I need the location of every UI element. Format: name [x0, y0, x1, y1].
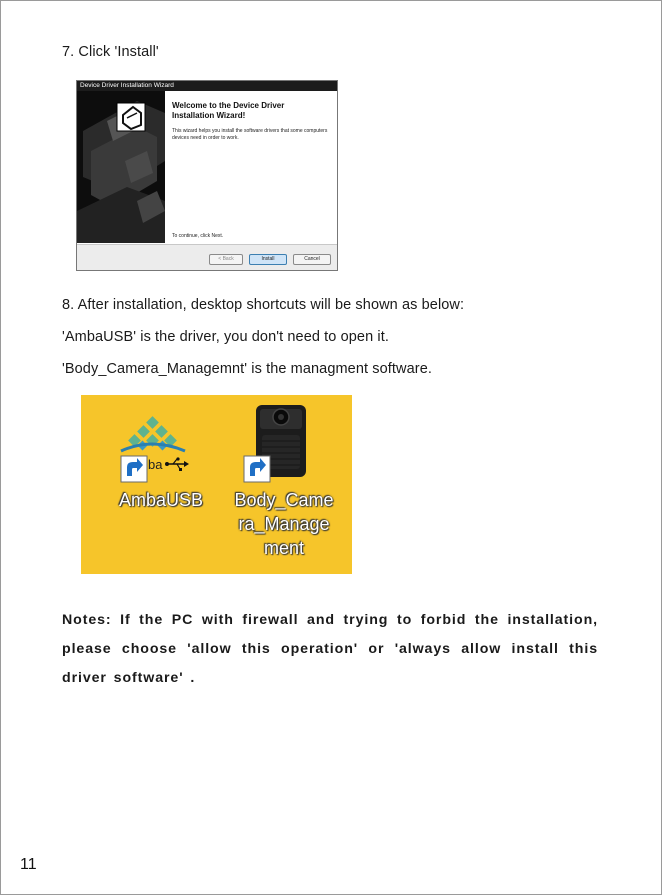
step-8-text: 8. After installation, desktop shortcuts will be shown as below: [62, 297, 465, 313]
page-number: 11 [20, 856, 37, 873]
body-camera-description: 'Body_Camera_Managemnt' is the managment software. [62, 361, 432, 377]
notes-paragraph: Notes: If the PC with firewall and trying to forbid the installation, please choose 'allow this operation' or 'always allow install this driver software' . [62, 612, 598, 686]
desktop-shortcuts [81, 395, 352, 574]
ambausb-description: 'AmbaUSB' is the driver, you don't need to open it. [62, 329, 389, 345]
ambausb-shortcut[interactable] [81, 395, 226, 574]
body-camera-shortcut[interactable] [226, 395, 352, 574]
wizard-title-bar: Device Driver Installation Wizard [77, 81, 337, 91]
wizard-description: This wizard helps you install the software drivers that some computers devices need in order to work. [172, 128, 328, 141]
body-camera-label-1: Body_Came [234, 490, 334, 510]
wizard-graphic [77, 91, 165, 243]
amba-logo-text: ba [148, 457, 163, 472]
wizard-side-graphic [77, 91, 165, 243]
wizard-content [172, 101, 332, 141]
cancel-button[interactable]: Cancel [293, 254, 331, 265]
body-camera-icon [226, 395, 352, 490]
back-button[interactable]: < Back [209, 254, 243, 265]
ambausb-label: AmbaUSB [118, 490, 204, 510]
install-button[interactable]: Install [249, 254, 287, 265]
body-camera-label-3: ment [263, 538, 305, 558]
wizard-heading-2: Installation Wizard! [172, 111, 246, 120]
wizard-continue-text: To continue, click Next. [172, 233, 224, 239]
wizard-screenshot [76, 80, 338, 271]
body-camera-label-2: ra_Manage [238, 514, 330, 534]
step-7-text: 7. Click 'Install' [62, 44, 159, 60]
wizard-heading-1: Welcome to the Device Driver [172, 101, 285, 110]
ambausb-icon [81, 395, 226, 490]
wizard-button-bar [77, 244, 337, 271]
